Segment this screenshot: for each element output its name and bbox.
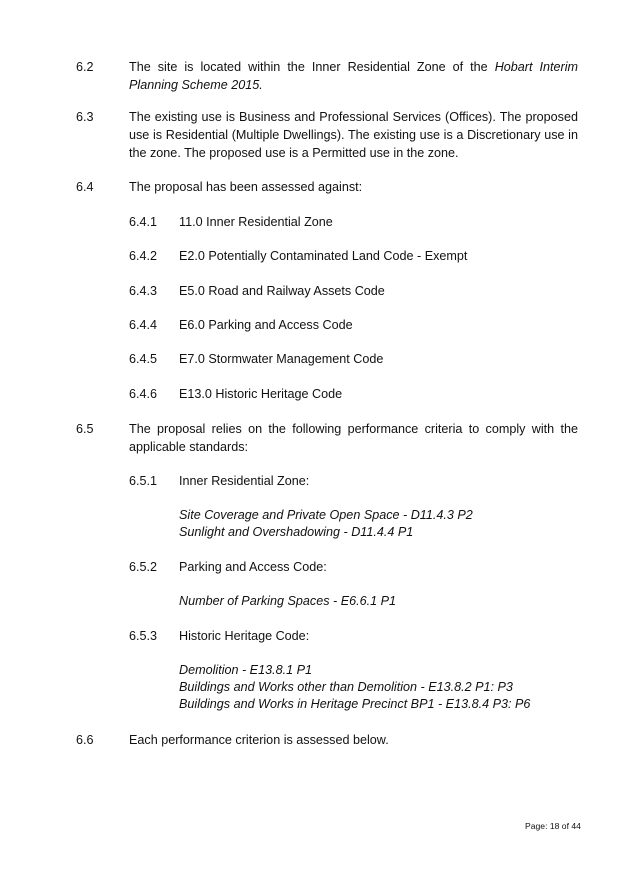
item-number: 6.4.1 bbox=[129, 215, 158, 229]
criterion-text: Buildings and Works in Heritage Precinct BP1 - E13.8.4 P3: P6 bbox=[179, 697, 531, 711]
item-number: 6.4.4 bbox=[129, 318, 158, 332]
item-number: 6.5.1 bbox=[129, 474, 158, 488]
paragraph-text: Each performance criterion is assessed below. bbox=[129, 733, 389, 747]
paragraph-text: The proposal relies on the following performance criteria to comply with the applicable standards: bbox=[129, 422, 578, 454]
item-text: Historic Heritage Code: bbox=[179, 629, 310, 643]
criterion-text: Sunlight and Overshadowing - D11.4.4 P1 bbox=[179, 525, 414, 539]
paragraph-number: 6.3 bbox=[76, 110, 94, 124]
item-number: 6.5.2 bbox=[129, 560, 158, 574]
item-text: 11.0 Inner Residential Zone bbox=[179, 215, 333, 229]
criterion-text: Buildings and Works other than Demolition - E13.8.2 P1: P3 bbox=[179, 680, 513, 694]
item-number: 6.4.6 bbox=[129, 387, 158, 401]
paragraph-number: 6.4 bbox=[76, 180, 94, 194]
criterion-text: Demolition - E13.8.1 P1 bbox=[179, 663, 313, 677]
item-text: Inner Residential Zone: bbox=[179, 474, 310, 488]
item-number: 6.5.3 bbox=[129, 629, 158, 643]
paragraph-number: 6.5 bbox=[76, 422, 94, 436]
item-number: 6.4.3 bbox=[129, 284, 158, 298]
item-text: E6.0 Parking and Access Code bbox=[179, 318, 353, 332]
item-text: E7.0 Stormwater Management Code bbox=[179, 352, 384, 366]
item-text: E2.0 Potentially Contaminated Land Code - Exempt bbox=[179, 249, 468, 263]
item-text: E13.0 Historic Heritage Code bbox=[179, 387, 343, 401]
criterion-text: Number of Parking Spaces - E6.6.1 P1 bbox=[179, 594, 397, 608]
paragraph-number: 6.2 bbox=[76, 60, 94, 74]
item-text: E5.0 Road and Railway Assets Code bbox=[179, 284, 385, 298]
item-number: 6.4.2 bbox=[129, 249, 158, 263]
item-text: Parking and Access Code: bbox=[179, 560, 327, 574]
page-number: Page: 18 of 44 bbox=[525, 821, 581, 831]
planning-scheme-title: Hobart Interim Planning Scheme 2015. bbox=[129, 60, 578, 92]
criterion-text: Site Coverage and Private Open Space - D11.4.3 P2 bbox=[179, 508, 473, 522]
paragraph-number: 6.6 bbox=[76, 733, 94, 747]
paragraph-text: The existing use is Business and Professional Services (Offices). The proposed use is Residential (Multiple Dwellings). The existing use is a Discretionary use in the zone. The proposed use is a Permitted use in the zone. bbox=[129, 110, 578, 160]
paragraph-text: The proposal has been assessed against: bbox=[129, 180, 363, 194]
paragraph-text: The site is located within the Inner Residential Zone of the Hobart Interim Planning Scheme 2015. bbox=[129, 60, 578, 92]
item-number: 6.4.5 bbox=[129, 352, 158, 366]
